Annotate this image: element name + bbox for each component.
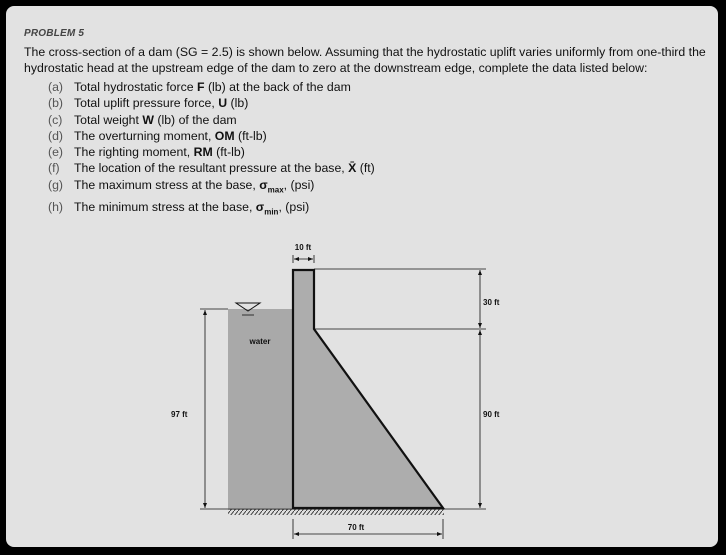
water-label: water [249,337,271,346]
problem-page [6,6,718,547]
problem-statement: The cross-section of a dam (SG = 2.5) is shown below. Assuming that the hydrostatic uplift varies uniformly from one-third the hydrostatic head at the upstream edge of the dam to zero at the downstream edge, complete the data listed below: [24,45,706,75]
question-unit: , (psi) [283,177,315,192]
question-label: (e) [48,145,64,160]
question-unit: (lb) [227,96,249,111]
question-label: (f) [48,161,60,176]
question-symbol: W [142,112,154,127]
question-unit: (lb) of the dam [153,112,237,127]
question-text: The location of the resultant pressure at the base, [74,161,349,176]
question-text: Total hydrostatic force [74,80,198,94]
dam-diagram [6,6,718,547]
question-symbol: F [197,80,205,94]
question-label: (h) [48,199,64,214]
question-symbol: OM [214,128,235,143]
question-text: The maximum stress at the base, [74,177,260,192]
base-width-label: 70 ft [347,523,365,532]
question-unit: (lb) at the back of the dam [204,80,351,94]
question-unit: (ft-lb) [212,145,245,160]
dam-section [293,270,443,508]
question-text: Total uplift pressure force, [74,96,219,111]
top-width-label: 10 ft [294,243,312,252]
upper-height-label: 30 ft [483,298,500,307]
question-unit: , (psi) [278,199,310,214]
question-label: (c) [48,112,63,127]
question-symbol: RM [193,145,213,160]
question-symbol-subscript: min [264,206,279,216]
question-label: (d) [48,128,64,143]
problem-heading: PROBLEM 5 [24,28,85,39]
question-label: (a) [48,80,64,94]
question-symbol: U [218,96,228,111]
question-text: The overturning moment, [74,128,215,143]
lower-height-label: 90 ft [483,410,500,419]
question-symbol-subscript: max [267,185,284,195]
question-symbol: σ [255,199,265,214]
question-label: (b) [48,96,64,111]
question-text: Total weight [74,112,143,127]
ground-hatch [228,509,444,515]
question-unit: (ft-lb) [234,128,267,143]
question-unit: (ft) [356,161,375,176]
question-label: (g) [48,177,64,192]
question-symbol: σ [259,177,268,192]
water-depth-label: 97 ft [171,410,188,419]
question-symbol: X̄ [348,161,357,176]
question-text: The minimum stress at the base, [74,199,256,214]
question-text: The righting moment, [74,145,194,160]
